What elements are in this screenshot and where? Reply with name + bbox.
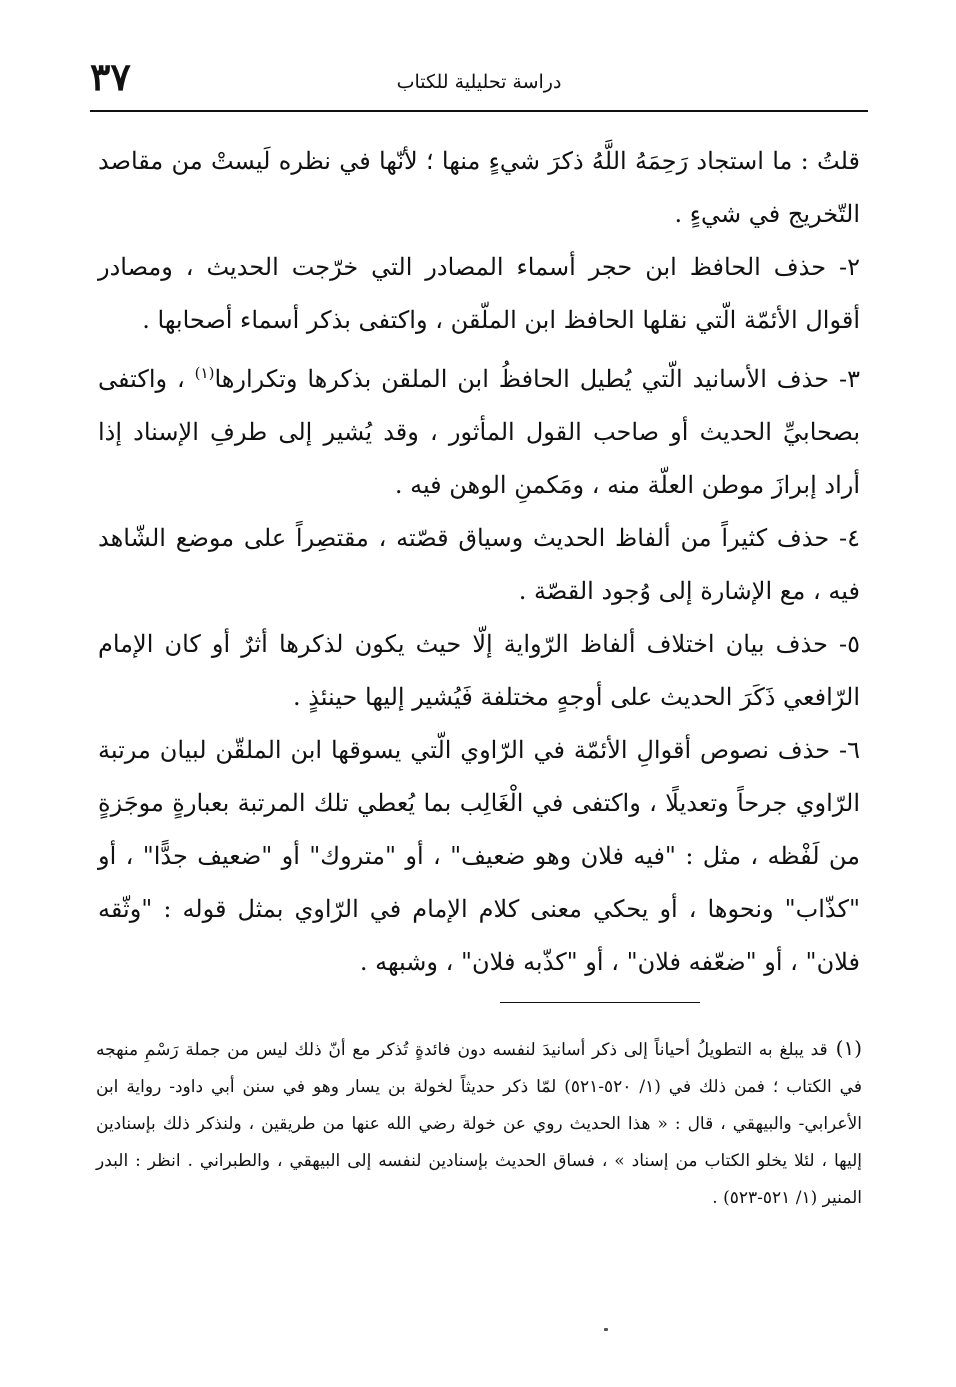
header-rule bbox=[90, 110, 868, 112]
scan-speck bbox=[604, 1328, 608, 1331]
paragraph-item-3-continuation: ، واكتفى بصحابيِّ الحديث أو صاحب القول المأثور ، وقد يُشير إلى طرفِ الإسناد إذا أراد إبرازَ موطن العلّة منه ، ومَكمنِ الوهن فيه . bbox=[98, 365, 860, 499]
footnote-number: (١) bbox=[835, 1036, 862, 1060]
paragraph-item-4: ٤- حذف كثيراً من ألفاظ الحديث وسياق قصّته ، مقتصِراً على موضع الشّاهد فيه ، مع الإشارة إلى وُجود القصّة . bbox=[98, 524, 860, 605]
page-number: ٣٧ bbox=[90, 54, 131, 99]
paragraph-item-2: ٢- حذف الحافظ ابن حجر أسماء المصادر التي خرّجت الحديث ، ومصادر أقوال الأئمّة الّتي نقلها الحافظ ابن الملّقن ، واكتفى بذكر أسماء أصحابها . bbox=[98, 253, 860, 334]
footnote bbox=[96, 1030, 862, 1217]
paragraph-item-6: ٦- حذف نصوص أقوالِ الأئمّة في الرّاوي الّتي يسوقها ابن الملقّن لبيان مرتبة الرّاوي جرحاً وتعديلًا ، واكتفى في الْغَالِب بما يُعطي تلك المرتبة بعبارةٍ موجَزةٍ من لَفْظه ، مثل : "فيه فلان وهو ضعيف" ، أو "متروك" أو "ضعيف جدًّا" ، أو "كذّاب" ونحوها ، أو يحكي معنى كلام الإمام في الرّاوي بمثل قوله : "وثّقه فلان" ، أو "ضعّفه فلان" ، أو "كذّبه فلان" ، وشبهه . bbox=[98, 736, 860, 976]
paragraph-item-3-text: ٣- حذف الأسانيد الّتي يُطيل الحافظُ ابن الملقن بذكرها وتكرارها bbox=[214, 365, 860, 393]
footnote-separator bbox=[500, 1002, 700, 1003]
footnote-reference[interactable]: (١) bbox=[194, 364, 215, 382]
paragraph-note: قلتُ : ما استجاد رَحِمَهُ اللَّهُ ذكرَ شيءٍ منها ؛ لأنّها في نظره لَيستْ من مقاصد التّخريج في شيءٍ . bbox=[98, 147, 860, 228]
footnote-text: قد يبلغ به التطويلُ أحياناً إلى ذكر أسانيدَ لنفسه دون فائدةٍ تُذكر مع أنّ ذلك ليس من جملة رَسْمِ منهجه في الكتاب ؛ فمن ذلك في (١/ ٥٢٠-٥٢١) لمّا ذكر حديثاً لخولة بن يسار وهو في سنن أبي داود- رواية ابن الأعرابي- والبيهقي ، قال : « هذا الحديث روي عن خولة رضي الله عنها من طريقين ، ولنذكر ذلك بإسنادين إليها ، لئلا يخلو الكتاب من إسناد » ، فساق الحديث بإسنادين لنفسه إلى البيهقي ، والطبراني . انظر : البدر المنير (١/ ٥٢١-٥٢٣) . bbox=[96, 1040, 862, 1208]
footnote-paragraph bbox=[96, 1030, 862, 1217]
paragraph-item-5: ٥- حذف بيان اختلاف ألفاظ الرّواية إلّا حيث يكون لذكرها أثرٌ أو كان الإمام الرّافعي ذَكَرَ الحديث على أوجهٍ مختلفة فَيُشير إليها حينئذٍ . bbox=[98, 630, 861, 711]
running-title: دراسة تحليلية للكتاب bbox=[396, 71, 562, 93]
page-header bbox=[90, 55, 868, 103]
paragraph-item-3 bbox=[98, 347, 860, 512]
main-text bbox=[98, 135, 860, 989]
